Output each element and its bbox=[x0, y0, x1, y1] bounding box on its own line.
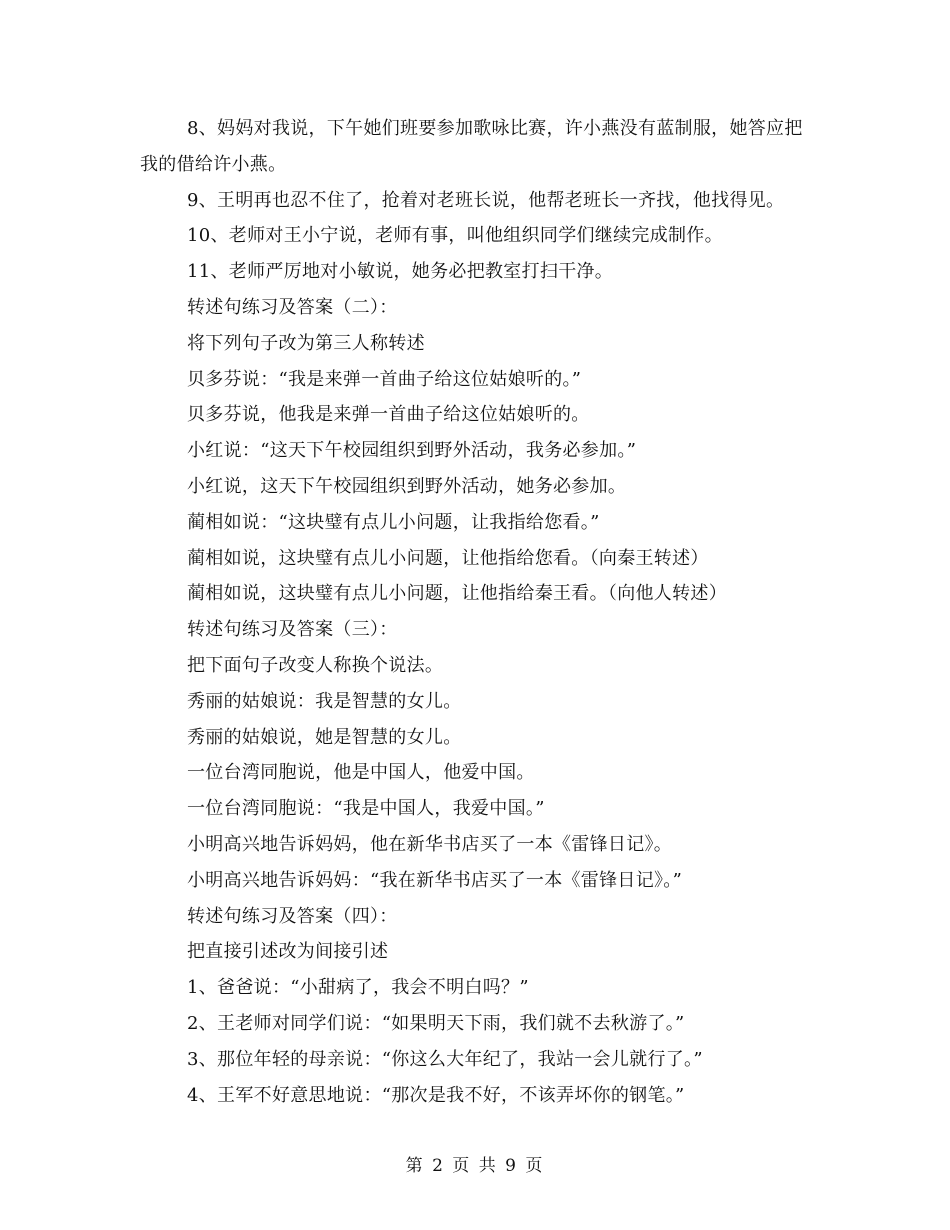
paragraph-item-8: 8、妈妈对我说，下午她们班要参加歌咏比赛，许小燕没有蓝制服，她答应把我的借给许小燕。 bbox=[140, 118, 803, 175]
example-line: 秀丽的姑娘说，她是智慧的女儿。 bbox=[187, 726, 462, 748]
example-line: 小明高兴地告诉妈妈，他在新华书店买了一本《雷锋日记》。 bbox=[187, 833, 673, 855]
section-instruction-4: 把直接引述改为间接引述 bbox=[187, 941, 389, 963]
example-line: 蔺相如说，这块璧有点儿小问题，让他指给秦王看。（向他人转述） bbox=[187, 583, 727, 605]
example-line: 贝多芬说：“我是来弹一首曲子给这位姑娘听的。” bbox=[187, 368, 582, 390]
page-number-footer: 第 2 页 共 9 页 bbox=[405, 1156, 545, 1176]
paragraph-item-10: 10、老师对王小宁说，老师有事，叫他组织同学们继续完成制作。 bbox=[187, 225, 723, 247]
example-line: 小红说，这天下午校园组织到野外活动，她务必参加。 bbox=[187, 475, 627, 497]
example-line: 秀丽的姑娘说：我是智慧的女儿。 bbox=[187, 690, 462, 712]
example-line: 一位台湾同胞说，他是中国人，他爱中国。 bbox=[187, 762, 535, 784]
exercise-item-1: 1、爸爸说：“小甜病了，我会不明白吗？” bbox=[187, 977, 529, 999]
section-heading-3: 转述句练习及答案（三）： bbox=[187, 619, 398, 641]
section-instruction-2: 将下列句子改为第三人称转述 bbox=[187, 332, 425, 354]
example-line: 蔺相如说：“这块璧有点儿小问题，让我指给您看。” bbox=[187, 511, 600, 533]
example-line: 蔺相如说，这块璧有点儿小问题，让他指给您看。（向秦王转述） bbox=[187, 547, 709, 569]
example-line: 一位台湾同胞说：“我是中国人，我爱中国。” bbox=[187, 798, 545, 820]
section-heading-4: 转述句练习及答案（四）： bbox=[187, 905, 398, 927]
paragraph-item-11: 11、老师严厉地对小敏说，她务必把教室打扫干净。 bbox=[187, 261, 614, 283]
example-line: 小红说：“这天下午校园组织到野外活动，我务必参加。” bbox=[187, 440, 637, 462]
example-line: 小明高兴地告诉妈妈：“我在新华书店买了一本《雷锋日记》。” bbox=[187, 869, 683, 891]
paragraph-item-9: 9、王明再也忍不住了，抢着对老班长说，他帮老班长一齐找，他找得见。 bbox=[187, 189, 785, 211]
exercise-item-3: 3、那位年轻的母亲说：“你这么大年纪了，我站一会儿就行了。” bbox=[187, 1048, 703, 1070]
section-heading-2: 转述句练习及答案（二）： bbox=[187, 296, 398, 318]
example-line: 贝多芬说，他我是来弹一首曲子给这位姑娘听的。 bbox=[187, 404, 590, 426]
document-body bbox=[140, 111, 820, 1113]
exercise-item-2: 2、王老师对同学们说：“如果明天下雨，我们就不去秋游了。” bbox=[187, 1012, 685, 1034]
section-instruction-3: 把下面句子改变人称换个说法。 bbox=[187, 654, 444, 676]
exercise-item-4: 4、王军不好意思地说：“那次是我不好，不该弄坏你的钢笔。” bbox=[187, 1084, 685, 1106]
